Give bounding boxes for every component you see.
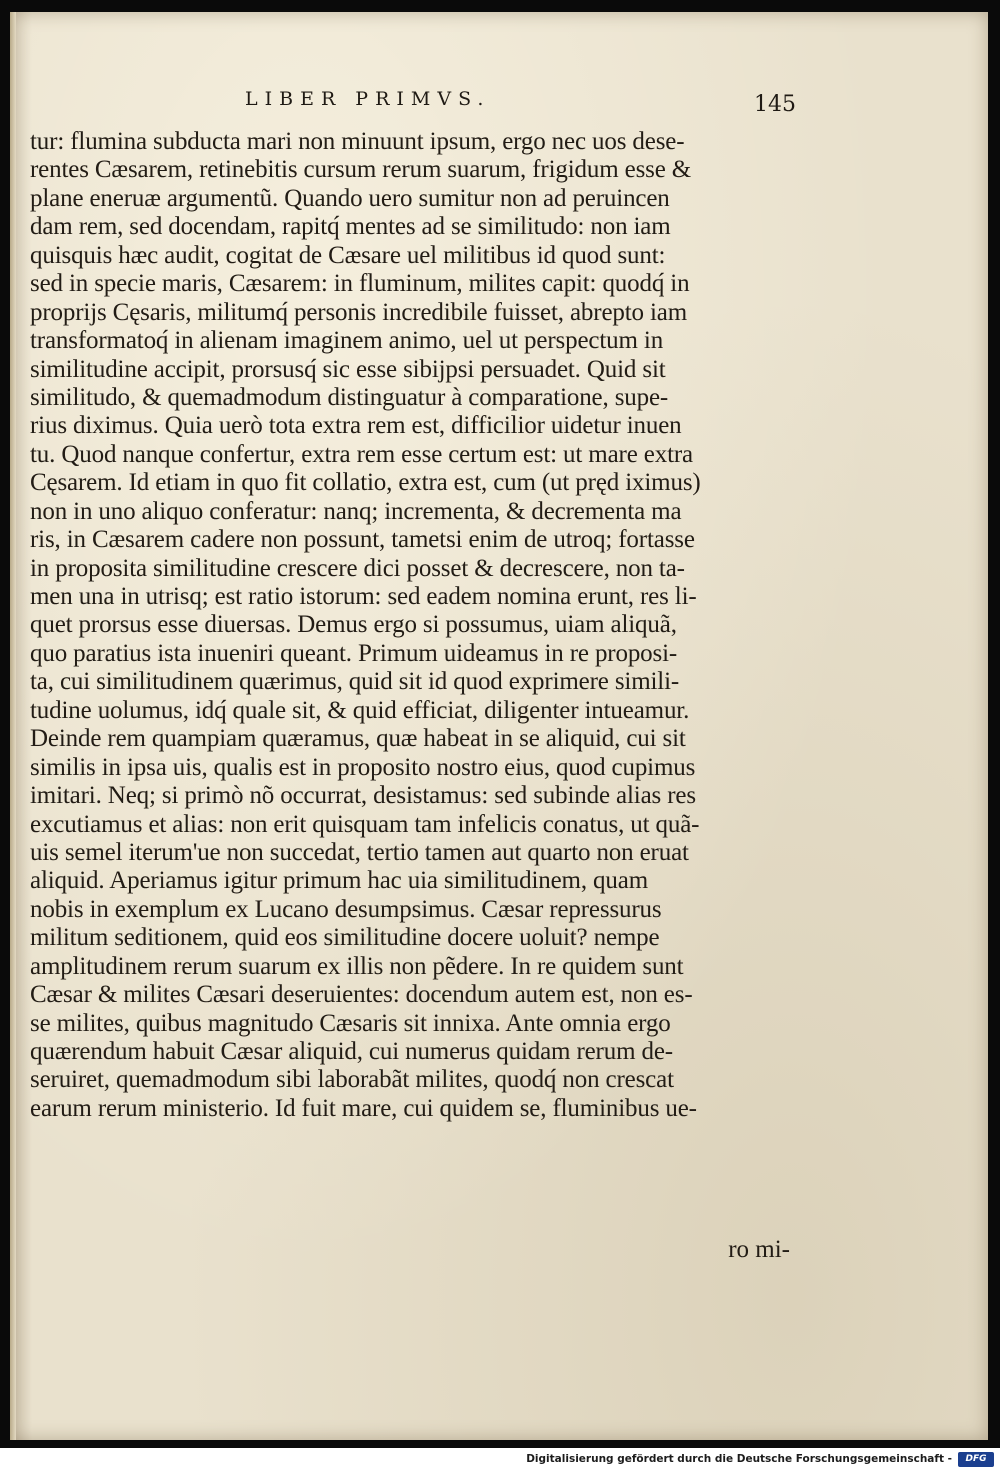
page-gutter-edge (10, 12, 16, 1440)
text-line: sed in specie maris, Cæsarem: in fluminum, milites capit: quodq́ in (30, 270, 690, 298)
text-line: quærendum habuit Cæsar aliquid, cui numerus quidam rerum de- (30, 1038, 673, 1065)
text-line: Cæsar & milites Cæsari deseruientes: docendum autem est, non es- (30, 981, 693, 1009)
body-text (30, 128, 800, 1123)
text-line: aliquid. Aperiamus igitur primum hac uia similitudinem, quam (30, 867, 648, 895)
text-line: transformatoq́ in alienam imaginem animo, uel ut perspectum in (30, 327, 664, 355)
text-line: dam rem, sed docendam, rapitq́ mentes ad se similitudo: non iam (30, 213, 671, 241)
text-line: amplitudinem rerum suarum ex illis non pẽdere. In re quidem sunt (30, 952, 684, 980)
text-line: nobis in exemplum ex Lucano desumpsimus. Cæsar repressurus (30, 895, 662, 923)
text-line: rius diximus. Quia uerò tota extra rem est, difficilior uidetur inuen (30, 412, 682, 440)
text-line: quo paratius ista inueniri queant. Primum uideamus in re proposi- (30, 639, 678, 667)
running-head: LIBER PRIMVS. (245, 88, 491, 110)
text-line: imitari. Neq; si primò nõ occurrat, desistamus: sed subinde alias res (30, 782, 696, 810)
text-line: similitudo, & quemadmodum distinguatur à comparatione, supe- (30, 383, 669, 411)
dfg-logo-icon[interactable]: DFG (958, 1452, 994, 1467)
text-line: similis in ipsa uis, qualis est in proposito nostro eius, quod cupimus (30, 753, 696, 781)
catchword: ro mi- (728, 1236, 790, 1263)
text-line: Deinde rem quampiam quæramus, quæ habeat in se aliquid, cui sit (30, 725, 686, 753)
text-line: rentes Cæsarem, retinebitis cursum rerum suarum, frigidum esse & (30, 156, 692, 184)
text-line: quet prorsus esse diuersas. Demus ergo si possumus, uiam aliquã, (30, 611, 677, 639)
text-line: uis semel iterum'ue non succedat, tertio tamen aut quarto non eruat (30, 838, 689, 866)
text-line: seruiret, quemadmodum sibi laborabãt milites, quodq́ non crescat (30, 1066, 674, 1094)
text-line: excutiamus et alias: non erit quisquam tam infelicis conatus, ut quã- (30, 810, 700, 838)
text-line: Cęsarem. Id etiam in quo fit collatio, extra est, cum (ut pręd iximus) (30, 469, 701, 497)
page-number: 145 (754, 92, 796, 117)
text-line: in proposita similitudine crescere dici posset & decrescere, non ta- (30, 554, 685, 582)
text-line: militum seditionem, quid eos similitudine docere uoluit? nempe (30, 924, 660, 952)
text-line: earum rerum ministerio. Id fuit mare, cui quidem se, fluminibus ue- (30, 1094, 697, 1122)
text-line: plane eneruæ argumentũ. Quando uero sumitur non ad peruincen (30, 184, 670, 212)
text-line: tudine uolumus, idq́ quale sit, & quid efficiat, diligenter intueamur. (30, 696, 690, 724)
digitization-credit: Digitalisierung gefördert durch die Deutsche Forschungsgemeinschaft - (526, 1453, 952, 1465)
text-line: men una in utrisq; est ratio istorum: sed eadem nomina erunt, res li- (30, 583, 697, 610)
text-line: similitudine accipit, prorsusq́ sic esse sibijpsi persuadet. Quid sit (30, 355, 666, 383)
text-line: quisquis hæc audit, cogitat de Cæsare uel militibus id quod sunt: (30, 241, 666, 269)
text-line: non in uno aliquo conferatur: nanq; incrementa, & decrementa ma (30, 497, 682, 525)
footer-bar (0, 1448, 1000, 1472)
text-line: ris, in Cæsarem cadere non possunt, tametsi enim de utroq; fortasse (30, 526, 695, 554)
text-line: se milites, quibus magnitudo Cæsaris sit innixa. Ante omnia ergo (30, 1009, 671, 1037)
text-line: tu. Quod nanque confertur, extra rem esse certum est: ut mare extra (30, 440, 693, 468)
text-line: tur: flumina subducta mari non minuunt ipsum, ergo nec uos dese- (30, 128, 685, 155)
text-line: proprijs Cęsaris, militumq́ personis incredibile fuisset, abrepto iam (30, 298, 688, 326)
text-line: ta, cui similitudinem quærimus, quid sit id quod exprimere simili- (30, 668, 680, 696)
